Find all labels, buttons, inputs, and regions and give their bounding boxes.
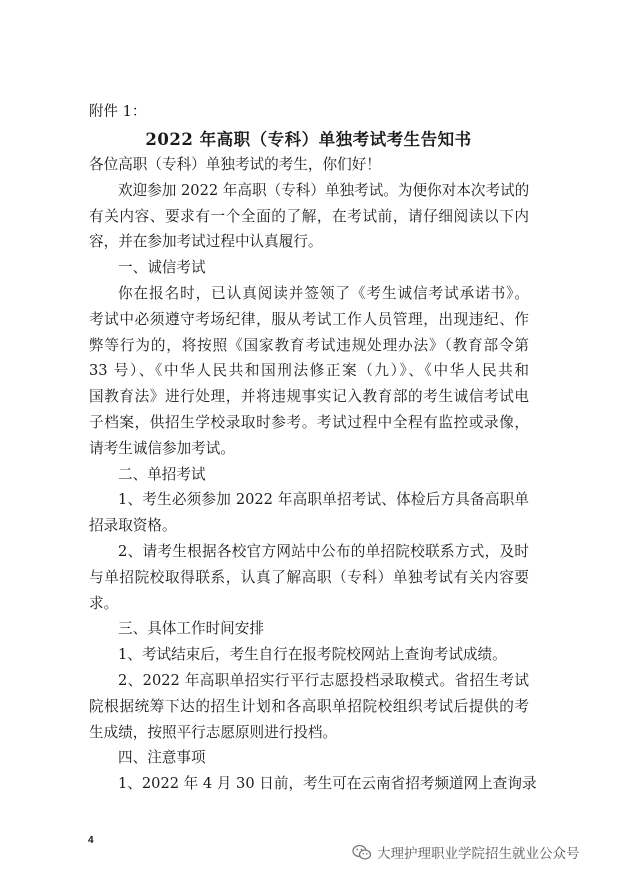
- page-number: 4: [88, 835, 94, 846]
- attachment-label: 附件 1：: [89, 104, 147, 120]
- watermark-text: 大理护理职业学院招生就业公众号: [377, 846, 580, 862]
- text-line: 求。: [89, 594, 119, 612]
- text-line: 国教育法》进行处理，并将违规事实记入教育部的考生诚信考试电: [89, 388, 529, 406]
- text-line: 考试中必须遵守考场纪律，服从考试工作人员管理，出现违纪、作: [89, 310, 529, 328]
- text-line: 子档案，供招生学校录取时参考。考试过程中全程有监控或录像，: [89, 413, 529, 431]
- text-line: 三、具体工作时间安排: [118, 620, 264, 638]
- text-line: 与单招院校取得联系，认真了解高职（专科）单独考试有关内容要: [89, 568, 529, 586]
- watermark: [352, 840, 580, 864]
- text-line: 四、注意事项: [118, 749, 206, 767]
- text-line: 各位高职（专科）单独考试的考生，你们好！: [89, 156, 381, 173]
- text-line: 生成绩，按照平行志愿原则进行投档。: [89, 723, 338, 741]
- text-line: 1、2022 年 4 月 30 日前，考生可在云南省招考频道网上查询录: [118, 775, 537, 793]
- text-line: 欢迎参加 2022 年高职（专科）单独考试。为便你对本次考试的: [118, 181, 530, 199]
- text-line: 招录取资格。: [89, 517, 177, 535]
- text-line: 2、请考生根据各校官方网站中公布的单招院校联系方式，及时: [118, 542, 529, 560]
- text-line: 1、考试结束后，考生自行在报考院校网站上查询考试成绩。: [118, 646, 507, 664]
- wechat-icon: [352, 844, 372, 861]
- text-line: 33 号）、《中华人民共和国刑法修正案（九）》、《中华人民共和: [89, 362, 529, 380]
- text-line: 弊等行为的，将按照《国家教育考试违规处理办法》（教育部令第: [89, 336, 529, 354]
- text-line: 有关内容、要求有一个全面的了解，在考试前，请仔细阅读以下内: [89, 207, 529, 225]
- text-line: 2、2022 年高职单招实行平行志愿投档录取模式。省招生考试: [118, 671, 529, 689]
- page-title: 2022 年高职（专科）单独考试考生告知书: [145, 130, 472, 149]
- text-line: 一、诚信考试: [118, 259, 206, 277]
- text-line: 1、考生必须参加 2022 年高职单招考试、体检后方具备高职单: [118, 491, 529, 509]
- notice-body: [89, 152, 537, 797]
- text-line: 请考生诚信参加考试。: [89, 439, 235, 457]
- text-line: 你在报名时，已认真阅读并签领了《考生诚信考试承诺书》。: [118, 284, 529, 302]
- text-line: 二、单招考试: [118, 465, 206, 483]
- text-line: 容，并在参加考试过程中认真履行。: [89, 233, 323, 251]
- text-line: 院根据统筹下达的招生计划和各高职单招院校组织考试后提供的考: [89, 697, 529, 715]
